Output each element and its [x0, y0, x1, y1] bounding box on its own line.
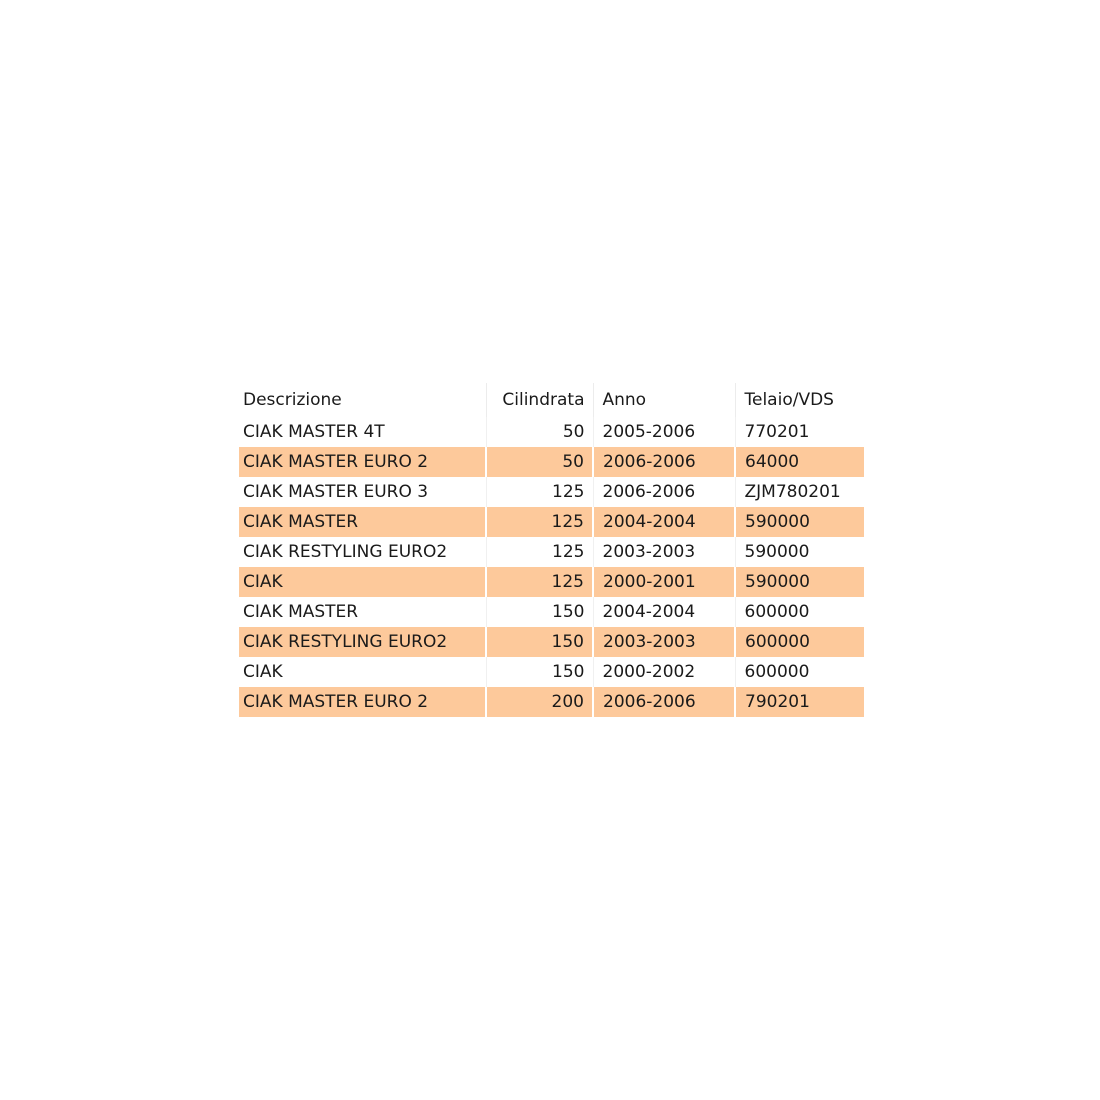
header-cilindrata: Cilindrata — [486, 383, 593, 417]
cell-telaio-vds: 770201 — [735, 417, 864, 447]
cell-descrizione: CIAK MASTER — [239, 597, 486, 627]
table-row — [239, 537, 864, 567]
cell-descrizione: CIAK MASTER — [239, 507, 486, 537]
cell-descrizione: CIAK MASTER 4T — [239, 417, 486, 447]
cell-descrizione: CIAK MASTER EURO 3 — [239, 477, 486, 507]
table-row — [239, 477, 864, 507]
cell-descrizione: CIAK — [239, 657, 486, 687]
cell-descrizione: CIAK RESTYLING EURO2 — [239, 537, 486, 567]
table-row — [239, 597, 864, 627]
table-row — [239, 447, 864, 477]
cell-cilindrata: 125 — [486, 537, 593, 567]
cell-cilindrata: 50 — [486, 417, 593, 447]
cell-anno: 2000-2002 — [593, 657, 735, 687]
table-header-row — [239, 383, 864, 417]
table-row — [239, 627, 864, 657]
header-anno: Anno — [593, 383, 735, 417]
cell-cilindrata: 200 — [486, 687, 593, 717]
cell-cilindrata: 125 — [486, 477, 593, 507]
cell-cilindrata: 50 — [486, 447, 593, 477]
cell-anno: 2004-2004 — [593, 597, 735, 627]
cell-descrizione: CIAK MASTER EURO 2 — [239, 687, 486, 717]
cell-telaio-vds: 590000 — [735, 567, 864, 597]
cell-cilindrata: 125 — [486, 507, 593, 537]
cell-cilindrata: 125 — [486, 567, 593, 597]
cell-telaio-vds: 64000 — [735, 447, 864, 477]
cell-telaio-vds: 590000 — [735, 537, 864, 567]
table-row — [239, 567, 864, 597]
models-table-container — [239, 383, 864, 717]
cell-descrizione: CIAK MASTER EURO 2 — [239, 447, 486, 477]
cell-anno: 2003-2003 — [593, 627, 735, 657]
table-row — [239, 657, 864, 687]
cell-cilindrata: 150 — [486, 657, 593, 687]
cell-cilindrata: 150 — [486, 597, 593, 627]
cell-telaio-vds: ZJM780201 — [735, 477, 864, 507]
cell-anno: 2006-2006 — [593, 447, 735, 477]
table-row — [239, 507, 864, 537]
table-row — [239, 417, 864, 447]
cell-anno: 2004-2004 — [593, 507, 735, 537]
cell-telaio-vds: 590000 — [735, 507, 864, 537]
cell-anno: 2006-2006 — [593, 687, 735, 717]
cell-telaio-vds: 600000 — [735, 657, 864, 687]
cell-anno: 2006-2006 — [593, 477, 735, 507]
table-row — [239, 687, 864, 717]
cell-cilindrata: 150 — [486, 627, 593, 657]
cell-telaio-vds: 600000 — [735, 627, 864, 657]
header-telaio-vds: Telaio/VDS — [735, 383, 864, 417]
cell-anno: 2005-2006 — [593, 417, 735, 447]
header-descrizione: Descrizione — [243, 390, 342, 410]
cell-descrizione: CIAK RESTYLING EURO2 — [239, 627, 486, 657]
cell-telaio-vds: 600000 — [735, 597, 864, 627]
cell-anno: 2000-2001 — [593, 567, 735, 597]
models-table — [239, 383, 864, 717]
cell-anno: 2003-2003 — [593, 537, 735, 567]
cell-descrizione: CIAK — [239, 567, 486, 597]
cell-telaio-vds: 790201 — [735, 687, 864, 717]
